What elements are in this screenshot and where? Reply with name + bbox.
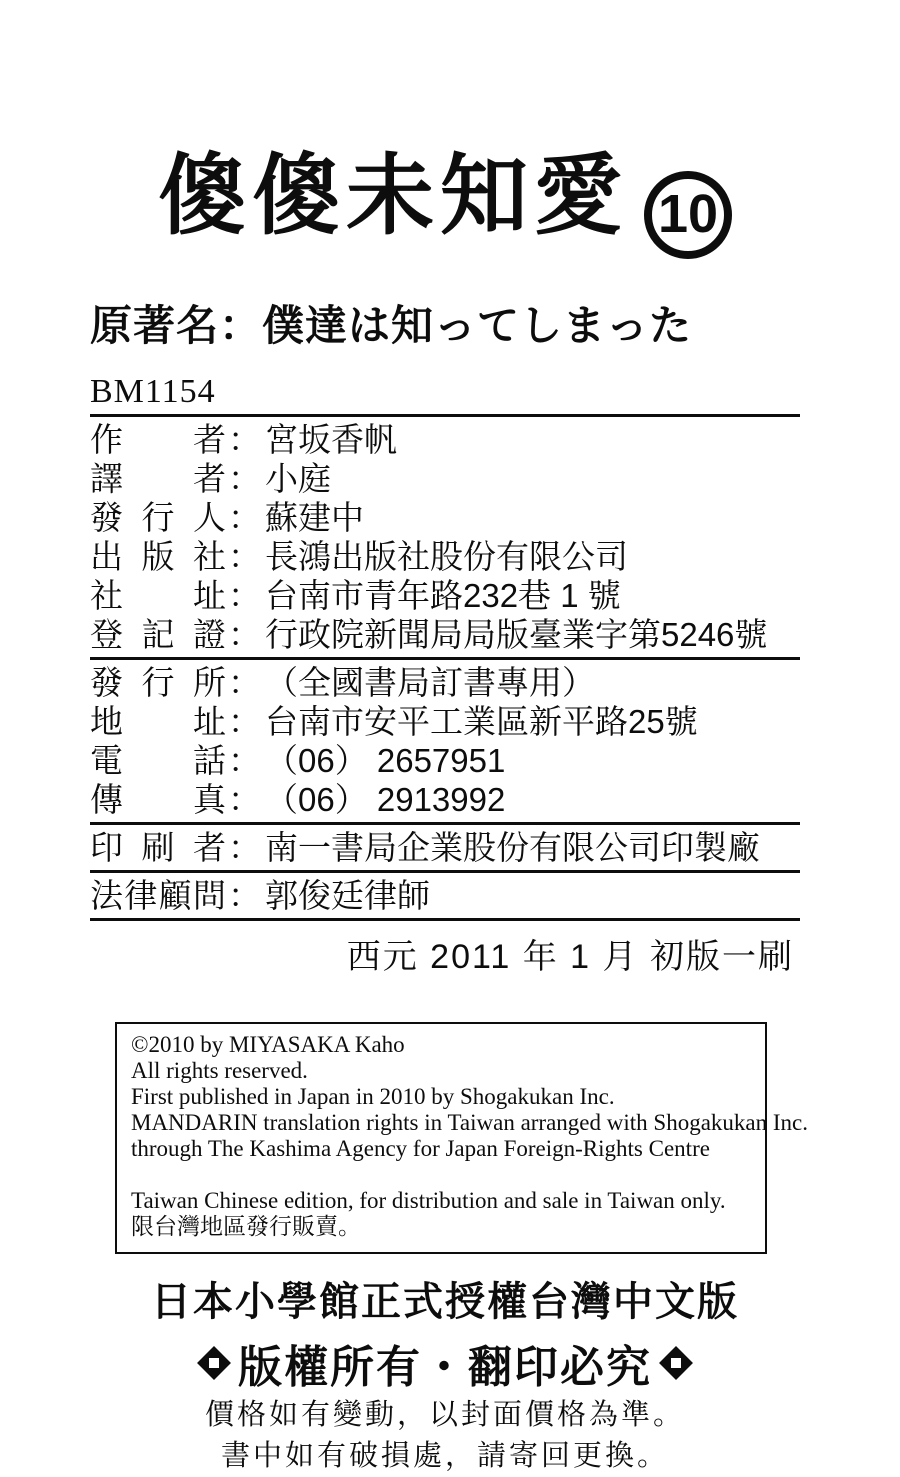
- divider: [90, 657, 800, 660]
- damage-note: 書中如有破損處，請寄回更換。: [220, 1439, 669, 1472]
- price-note: 價格如有變動，以封面價格為準。: [204, 1398, 685, 1431]
- license-box: [115, 1022, 808, 1254]
- book-title-text: 傻傻未知愛: [157, 146, 628, 245]
- row-label: 地址: [90, 702, 226, 740]
- row-label: 法律顧問: [90, 876, 226, 914]
- license-line: ©2010 by MIYASAKA Kaho: [131, 1031, 405, 1057]
- row-label: 電話: [90, 741, 226, 779]
- divider: [90, 822, 800, 825]
- row-label: 發行所: [90, 663, 226, 701]
- colophon-row-translator: [90, 459, 800, 498]
- colophon-row-fax: [90, 780, 800, 819]
- book-title: [90, 148, 800, 259]
- row-label: 登記證: [90, 615, 226, 653]
- row-value: 郭俊廷律師: [265, 876, 430, 914]
- original-title: 原著名：僕達は知ってしまった: [90, 301, 693, 349]
- volume-number: 10: [657, 184, 719, 244]
- colophon-row-address: [90, 702, 800, 741]
- license-line: All rights reserved.: [131, 1057, 308, 1083]
- row-colon: ：: [228, 663, 261, 701]
- colophon-row-registration: [90, 615, 800, 654]
- license-line: Taiwan Chinese edition, for distribution and sale in Taiwan only.: [131, 1187, 726, 1213]
- row-colon: ：: [228, 828, 261, 866]
- colophon-row-company-address: [90, 576, 800, 615]
- colophon-row-legal-advisor: [90, 876, 800, 915]
- colophon-row-phone: [90, 741, 800, 780]
- license-line: 限台灣地區發行販賣。: [131, 1213, 361, 1239]
- row-value: 台南市安平工業區新平路25號: [265, 702, 698, 740]
- row-colon: ：: [228, 741, 261, 779]
- row-label: 出版社: [90, 537, 226, 575]
- row-value: 南一書局企業股份有限公司印製廠: [265, 828, 760, 866]
- row-colon: ：: [228, 576, 261, 614]
- colophon-row-author: [90, 420, 800, 459]
- license-line: through The Kashima Agency for Japan Foreign-Rights Centre: [131, 1135, 710, 1161]
- divider: [90, 414, 800, 417]
- copyright-notice-text: 版權所有・翻印必究: [238, 1342, 652, 1392]
- row-label: 傳真: [90, 780, 226, 818]
- colophon-row-distributor: [90, 663, 800, 702]
- license-line: MANDARIN translation rights in Taiwan arranged with Shogakukan Inc.: [131, 1109, 808, 1135]
- colophon-row-publisher-person: [90, 498, 800, 537]
- row-label: 譯者: [90, 459, 226, 497]
- book-code: BM1154: [90, 372, 216, 410]
- row-label: 社址: [90, 576, 226, 614]
- colophon-table: [90, 414, 800, 921]
- row-colon: ：: [228, 780, 261, 818]
- row-value: （06） 2913992: [265, 780, 506, 818]
- row-value: 長鴻出版社股份有限公司: [265, 537, 628, 575]
- row-colon: ：: [228, 876, 261, 914]
- row-colon: ：: [228, 537, 261, 575]
- row-value: （全國書局訂書專用）: [265, 663, 595, 701]
- row-value: 蘇建中: [265, 498, 364, 536]
- edition-date: 西元 2011 年 1 月 初版一刷: [346, 937, 794, 976]
- row-label: 作者: [90, 420, 226, 458]
- diamond-icon: [659, 1346, 693, 1380]
- row-label: 印刷者: [90, 828, 226, 866]
- row-colon: ：: [228, 702, 261, 740]
- colophon-row-publishing-house: [90, 537, 800, 576]
- row-colon: ：: [228, 420, 261, 458]
- license-line: First published in Japan in 2010 by Shogakukan Inc.: [131, 1083, 615, 1109]
- row-colon: ：: [228, 459, 261, 497]
- volume-badge: [644, 171, 732, 259]
- row-colon: ：: [228, 615, 261, 653]
- authorization-statement: 日本小學館正式授權台灣中文版: [151, 1279, 739, 1324]
- row-label: 發行人: [90, 498, 226, 536]
- row-colon: ：: [228, 498, 261, 536]
- diamond-icon: [197, 1346, 231, 1380]
- row-value: 行政院新聞局局版臺業字第5246號: [265, 615, 768, 653]
- copyright-notice: [90, 1331, 800, 1395]
- divider: [90, 870, 800, 873]
- license-line-blank: [131, 1162, 751, 1188]
- divider: [90, 918, 800, 921]
- colophon-row-printer: [90, 828, 800, 867]
- row-value: 台南市青年路232巷 1 號: [265, 576, 621, 614]
- row-value: 宮坂香帆: [265, 420, 397, 458]
- row-value: 小庭: [265, 459, 331, 497]
- row-value: （06） 2657951: [265, 741, 506, 779]
